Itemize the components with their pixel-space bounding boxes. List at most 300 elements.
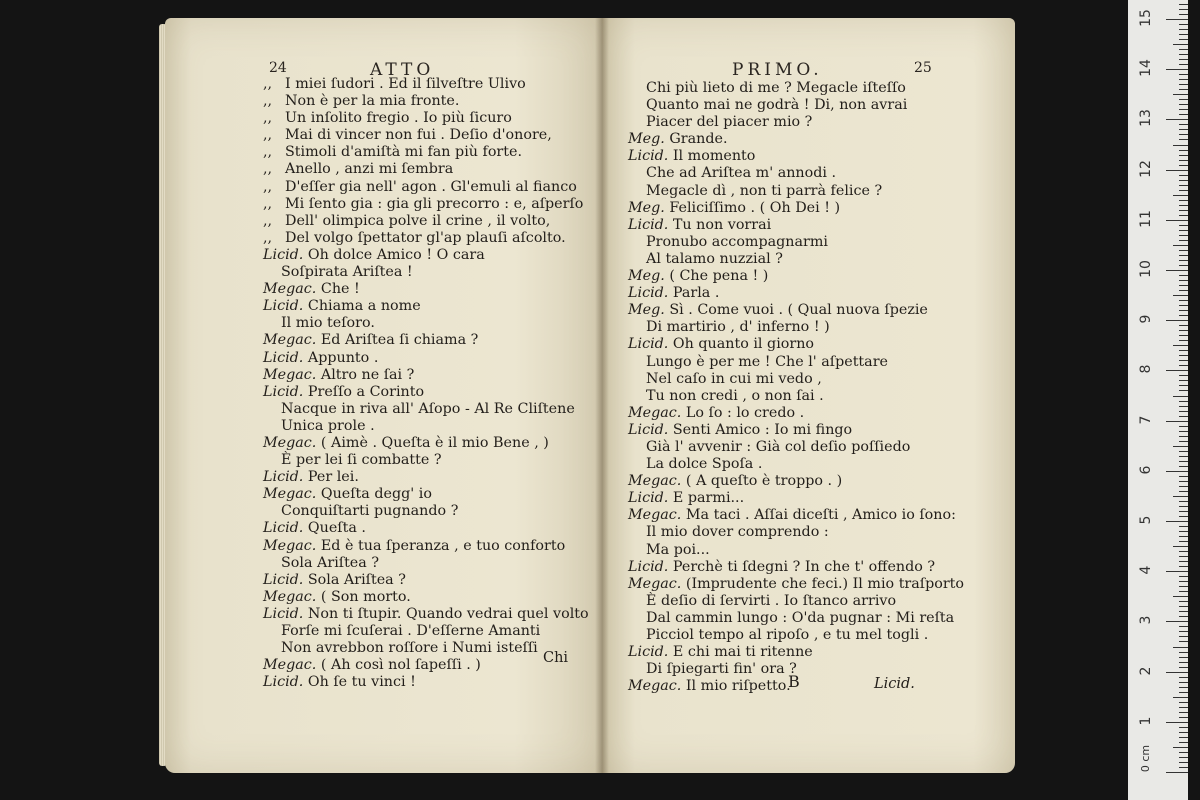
ruler-tick: [1179, 285, 1188, 286]
ruler-tick: [1179, 401, 1188, 402]
ruler-tick: [1179, 611, 1188, 612]
ruler-tick: [1166, 521, 1188, 522]
ruler-tick: [1179, 767, 1188, 768]
line-text: Perchè ti ſdegni ? In che t' offendo ?: [672, 558, 936, 575]
line-text: Il mio riſpetto.: [685, 678, 791, 695]
text-line: [263, 213, 589, 230]
ruler-tick: [1179, 230, 1188, 231]
ruler-tick: [1179, 541, 1188, 542]
speaker-label: Licid.: [263, 298, 304, 315]
ruler-number: 12: [1138, 159, 1154, 178]
ruler-tick: [1173, 396, 1188, 397]
ruler-tick: [1179, 657, 1188, 658]
line-text: Al talamo nuzzial ?: [646, 250, 783, 267]
speaker-label: Megac.: [263, 657, 317, 674]
ruler-tick: [1173, 245, 1188, 246]
line-text: Preſſo a Corinto: [307, 383, 425, 400]
line-text: Megacle dì , non ti parrà felice ?: [646, 182, 883, 199]
ruler-tick: [1179, 591, 1188, 592]
text-line: [628, 456, 964, 473]
line-text: Forſe mi ſcuſerai . D'eſſerne Amanti: [281, 623, 541, 639]
text-line: [263, 640, 589, 657]
line-text: La dolce Spoſa .: [646, 456, 763, 473]
quote-mark: ,,: [263, 161, 273, 178]
ruler-tick: [1179, 486, 1188, 487]
ruler-tick: [1179, 49, 1188, 50]
speaker-label: Megac.: [628, 404, 682, 421]
ruler-tick: [1166, 370, 1188, 371]
ruler-tick: [1179, 436, 1188, 437]
quote-mark: ,,: [263, 144, 273, 161]
ruler-tick: [1179, 275, 1188, 276]
text-line: [263, 367, 589, 384]
ruler-tick: [1173, 195, 1188, 196]
left-catchword: Chi: [543, 650, 569, 666]
speaker-label: Licid.: [628, 336, 669, 353]
line-text: Non avrebbon roſſore i Numi isteſſi: [281, 640, 538, 657]
speaker-label: Megac.: [628, 507, 682, 524]
ruler-tick: [1166, 19, 1188, 20]
text-line: [628, 490, 964, 507]
ruler-tick: [1179, 411, 1188, 412]
ruler-tick: [1179, 114, 1188, 115]
line-text: D'eſſer gia nell' agon . Gl'emuli al fianco: [285, 178, 577, 195]
ruler-tick: [1179, 516, 1188, 517]
quote-mark: ,,: [263, 212, 273, 229]
ruler-tick: [1179, 692, 1188, 693]
ruler-tick: [1179, 64, 1188, 65]
ruler-tick: [1179, 330, 1188, 331]
ruler-tick: [1179, 104, 1188, 105]
ruler-number: 11: [1138, 209, 1154, 228]
ruler-tick: [1179, 39, 1188, 40]
line-text: Mi ſento gia : gia gli precorro : e, aſperſo: [285, 195, 584, 212]
ruler-number: 6: [1138, 465, 1154, 475]
line-text: Ma taci . Aſſai diceſti , Amico io ſono:: [685, 507, 956, 524]
line-text: Soſpirata Ariſtea !: [281, 264, 413, 281]
ruler-number: 7: [1138, 415, 1154, 425]
right-page-header: PRIMO.: [732, 60, 823, 80]
line-text: ( Ah così nol ſapeſſi . ): [320, 657, 481, 674]
text-line: [263, 264, 589, 281]
ruler-tick: [1179, 385, 1188, 386]
speaker-label: Megac.: [263, 332, 317, 349]
ruler-tick: [1179, 210, 1188, 211]
ruler-tick: [1173, 295, 1188, 296]
speaker-label: Megac.: [628, 575, 682, 592]
text-line: [628, 97, 964, 114]
speaker-label: Megac.: [263, 588, 317, 605]
text-line: [263, 161, 589, 178]
ruler-tick: [1173, 546, 1188, 547]
line-text: Non è per la mia fronte.: [285, 93, 460, 110]
text-line: [628, 114, 964, 131]
line-text: Feliciſſimo . ( Oh Dei ! ): [669, 199, 841, 216]
ruler-tick: [1179, 431, 1188, 432]
ruler-tick: [1179, 155, 1188, 156]
line-text: Anello , anzi mi ſembra: [285, 161, 454, 178]
speaker-label: Licid.: [628, 148, 669, 165]
text-line: [628, 388, 964, 405]
line-text: Non ti ſtupir. Quando vedrai quel volto: [307, 605, 589, 622]
text-line: [263, 503, 589, 520]
line-text: E parmi...: [672, 490, 745, 507]
ruler-tick: [1179, 390, 1188, 391]
line-text: Il momento: [672, 148, 756, 165]
ruler-tick: [1179, 732, 1188, 733]
ruler-tick: [1166, 471, 1188, 472]
text-line: [263, 469, 589, 486]
text-line: [628, 131, 964, 148]
ruler-tick: [1179, 54, 1188, 55]
ruler-tick: [1166, 270, 1188, 271]
quote-mark: ,,: [263, 127, 273, 144]
line-text: Oh quanto il giorno: [672, 336, 815, 353]
ruler-tick: [1173, 697, 1188, 698]
text-line: [263, 332, 589, 349]
line-text: È per lei ſi combatte ?: [281, 452, 442, 469]
line-text: È deſio di ſervirti . Io ſtanco arrivo: [646, 592, 897, 609]
ruler-tick: [1166, 421, 1188, 422]
line-text: Sì . Come vuoi . ( Qual nuova ſpezie: [669, 302, 928, 319]
line-text: Oh ſe tu vinci !: [307, 674, 416, 691]
open-book: [165, 18, 1015, 773]
ruler-tick: [1179, 727, 1188, 728]
speaker-label: Licid.: [628, 216, 669, 233]
line-text: ( Che pena ! ): [669, 268, 769, 285]
ruler-tick: [1179, 340, 1188, 341]
ruler-tick: [1179, 677, 1188, 678]
ruler-tick: [1179, 375, 1188, 376]
text-line: [628, 148, 964, 165]
ruler-tick: [1179, 235, 1188, 236]
text-line: [628, 183, 964, 200]
line-text: Mai di vincer non fui . Deſio d'onore,: [285, 127, 552, 144]
text-line: [628, 593, 964, 610]
ruler-tick: [1179, 24, 1188, 25]
text-line: [263, 179, 589, 196]
text-line: [263, 572, 589, 589]
quote-mark: ,,: [263, 76, 273, 92]
ruler-tick: [1179, 310, 1188, 311]
ruler-tick: [1179, 305, 1188, 306]
ruler-tick: [1166, 170, 1188, 171]
ruler-tick: [1179, 265, 1188, 266]
ruler-tick: [1179, 34, 1188, 35]
speaker-label: Meg.: [628, 131, 665, 148]
text-line: [628, 542, 964, 559]
left-page: [165, 18, 602, 773]
ruler-tick: [1179, 461, 1188, 462]
book-gutter: [595, 18, 609, 773]
ruler-tick: [1179, 360, 1188, 361]
line-text: Senti Amico : Io mi fingo: [672, 421, 853, 438]
line-text: Grande.: [669, 131, 728, 148]
ruler-tick: [1166, 772, 1188, 773]
ruler-tick: [1179, 601, 1188, 602]
text-line: [628, 251, 964, 268]
ruler-tick: [1179, 586, 1188, 587]
ruler-tick: [1179, 325, 1188, 326]
ruler-tick: [1179, 134, 1188, 135]
text-line: [628, 319, 964, 336]
text-line: [263, 657, 589, 674]
ruler-tick: [1179, 406, 1188, 407]
text-line: [263, 674, 589, 691]
text-line: [263, 196, 589, 213]
speaker-label: Megac.: [263, 537, 317, 554]
ruler-tick: [1179, 491, 1188, 492]
ruler-number: 13: [1138, 109, 1154, 128]
ruler-tick: [1179, 631, 1188, 632]
ruler-tick: [1179, 526, 1188, 527]
ruler-number: 3: [1138, 615, 1154, 625]
ruler-tick: [1179, 566, 1188, 567]
ruler-tick: [1179, 737, 1188, 738]
ruler-tick: [1179, 79, 1188, 80]
ruler-tick: [1179, 476, 1188, 477]
ruler-tick: [1179, 742, 1188, 743]
line-text: I miei ſudori . Ed il ſilveſtre Ulivo: [285, 76, 526, 92]
text-line: [628, 576, 964, 593]
ruler-tick: [1179, 667, 1188, 668]
ruler-tick: [1179, 702, 1188, 703]
line-text: Conquiſtarti pugnando ?: [281, 503, 459, 520]
ruler-tick: [1179, 4, 1188, 5]
text-line: [628, 234, 964, 251]
ruler-tick: [1179, 215, 1188, 216]
ruler-tick: [1179, 160, 1188, 161]
ruler-tick: [1179, 355, 1188, 356]
ruler-tick: [1179, 426, 1188, 427]
line-text: Sola Ariſtea ?: [307, 571, 406, 588]
line-text: E chi mai ti ritenne: [672, 644, 813, 661]
ruler-tick: [1179, 481, 1188, 482]
left-page-header: ATTO: [370, 60, 435, 80]
left-page-text: [263, 76, 589, 691]
line-text: Oh dolce Amico ! O cara: [307, 246, 485, 263]
line-text: ( Aimè . Queſta è il mio Bene , ): [320, 434, 549, 451]
text-line: [263, 76, 589, 93]
line-text: Chi più lieto di me ? Megacle iſteſſo: [646, 80, 906, 96]
quote-mark: ,,: [263, 93, 273, 110]
text-line: [263, 623, 589, 640]
ruler-tick: [1179, 280, 1188, 281]
ruler-tick: [1179, 14, 1188, 15]
line-text: Tu non vorrai: [672, 216, 772, 233]
speaker-label: Licid.: [263, 605, 304, 622]
text-line: [628, 217, 964, 234]
text-line: [263, 93, 589, 110]
line-text: Chiama a nome: [307, 298, 421, 315]
ruler-tick: [1179, 205, 1188, 206]
ruler-tick: [1179, 576, 1188, 577]
speaker-label: Licid.: [263, 520, 304, 537]
speaker-label: Licid.: [263, 469, 304, 486]
ruler-number: 1: [1138, 716, 1154, 726]
ruler-tick: [1179, 712, 1188, 713]
ruler-tick: [1179, 556, 1188, 557]
ruler-tick: [1179, 335, 1188, 336]
ruler-tick: [1179, 185, 1188, 186]
ruler-number: 15: [1138, 9, 1154, 27]
line-text: Unica prole .: [281, 417, 375, 434]
ruler-tick: [1179, 636, 1188, 637]
ruler-tick: [1173, 647, 1188, 648]
right-page-text: [628, 80, 964, 695]
speaker-label: Licid.: [263, 246, 304, 263]
ruler-tick: [1179, 365, 1188, 366]
line-text: Tu non credi , o non ſai .: [646, 387, 824, 404]
quote-mark: ,,: [263, 110, 273, 127]
text-line: [263, 401, 589, 418]
ruler-tick: [1166, 621, 1188, 622]
ruler-tick: [1179, 29, 1188, 30]
text-line: [628, 354, 964, 371]
right-page: [602, 18, 1015, 773]
ruler-tick: [1179, 606, 1188, 607]
ruler-tick: [1179, 511, 1188, 512]
ruler-tick: [1173, 44, 1188, 45]
ruler-tick: [1179, 626, 1188, 627]
ruler-tick: [1173, 446, 1188, 447]
text-line: [263, 452, 589, 469]
line-text: Picciol tempo al ripoſo , e tu mel togli .: [646, 627, 929, 643]
line-text: Di martirio , d' inferno ! ): [646, 319, 830, 336]
line-text: Il mio dover comprendo :: [646, 524, 829, 541]
text-line: [628, 285, 964, 302]
text-line: [628, 507, 964, 524]
ruler-tick: [1179, 225, 1188, 226]
text-line: [628, 439, 964, 456]
ruler-tick: [1173, 94, 1188, 95]
speaker-label: Licid.: [628, 490, 669, 507]
ruler-tick: [1179, 165, 1188, 166]
line-text: Piacer del piacer mio ?: [646, 114, 813, 131]
line-text: Ed è tua ſperanza , e tuo conforto: [320, 537, 566, 554]
text-line: [628, 524, 964, 541]
text-line: [628, 610, 964, 627]
text-line: [628, 559, 964, 576]
ruler-tick: [1173, 596, 1188, 597]
text-line: [628, 371, 964, 388]
text-line: [628, 302, 964, 319]
ruler-number: 2: [1138, 666, 1154, 676]
speaker-label: Megac.: [263, 281, 317, 298]
speaker-label: Megac.: [628, 678, 682, 695]
text-line: [263, 127, 589, 144]
quote-mark: ,,: [263, 195, 273, 212]
ruler-tick: [1179, 380, 1188, 381]
text-line: [628, 80, 964, 97]
text-line: [263, 555, 589, 572]
ruler-tick: [1179, 150, 1188, 151]
ruler-tick: [1179, 682, 1188, 683]
text-line: [263, 281, 589, 298]
ruler-tick: [1166, 69, 1188, 70]
quote-mark: ,,: [263, 229, 273, 246]
line-text: Di ſpiegarti fin' ora ?: [646, 661, 797, 678]
ruler-tick: [1179, 59, 1188, 60]
line-text: Quanto mai ne godrà ! Di, non avrai: [646, 97, 908, 114]
line-text: Sola Ariſtea ?: [281, 554, 380, 571]
line-text: ( Son morto.: [320, 588, 411, 605]
ruler-tick: [1166, 320, 1188, 321]
text-line: [628, 268, 964, 285]
ruler-tick: [1179, 762, 1188, 763]
ruler-tick: [1179, 652, 1188, 653]
line-text: Appunto .: [307, 349, 379, 366]
ruler-number: 14: [1138, 59, 1154, 78]
ruler-tick: [1179, 416, 1188, 417]
right-catchword: Licid.: [874, 676, 915, 692]
text-line: [628, 422, 964, 439]
text-line: [263, 230, 589, 247]
ruler-tick: [1179, 250, 1188, 251]
speaker-label: Meg.: [628, 199, 665, 216]
ruler-tick: [1179, 581, 1188, 582]
ruler-tick: [1179, 300, 1188, 301]
ruler-tick: [1166, 119, 1188, 120]
ruler-number: 9: [1138, 314, 1154, 324]
speaker-label: Meg.: [628, 268, 665, 285]
line-text: Nel caſo in cui mi vedo ,: [646, 370, 822, 387]
ruler-tick: [1179, 190, 1188, 191]
text-line: [263, 435, 589, 452]
line-text: Ma poi...: [646, 541, 710, 558]
ruler-tick: [1179, 74, 1188, 75]
text-line: [628, 627, 964, 644]
ruler-tick: [1173, 145, 1188, 146]
speaker-label: Licid.: [628, 558, 669, 575]
speaker-label: Licid.: [263, 383, 304, 400]
ruler-tick: [1179, 260, 1188, 261]
line-text: Lo ſo : lo credo .: [685, 404, 805, 421]
ruler-tick: [1179, 350, 1188, 351]
ruler-tick: [1179, 290, 1188, 291]
ruler-tick: [1179, 536, 1188, 537]
text-line: [628, 336, 964, 353]
text-line: [628, 165, 964, 182]
quote-mark: ,,: [263, 178, 273, 195]
line-text: Dell' olimpica polve il crine , il volto,: [285, 212, 551, 229]
ruler-tick: [1179, 89, 1188, 90]
line-text: Parla .: [672, 285, 720, 302]
speaker-label: Licid.: [628, 285, 669, 302]
left-page-number: 24: [269, 60, 287, 76]
ruler-tick: [1179, 717, 1188, 718]
ruler-tick: [1179, 707, 1188, 708]
ruler-tick: [1179, 109, 1188, 110]
text-line: [263, 110, 589, 127]
text-line: [628, 644, 964, 661]
ruler-tick: [1179, 441, 1188, 442]
line-text: Lungo è per me ! Che l' aſpettare: [646, 353, 888, 370]
text-line: [263, 606, 589, 623]
ruler-tick: [1179, 456, 1188, 457]
ruler-tick: [1179, 129, 1188, 130]
ruler-tick: [1179, 641, 1188, 642]
line-text: Per lei.: [307, 469, 359, 486]
line-text: Ed Ariſtea ſi chiama ?: [320, 332, 479, 349]
text-line: [263, 384, 589, 401]
ruler-tick: [1166, 672, 1188, 673]
line-text: Queſta degg' io: [320, 486, 432, 503]
text-line: [263, 144, 589, 161]
line-text: Che !: [320, 281, 360, 298]
ruler-tick: [1179, 255, 1188, 256]
speaker-label: Meg.: [628, 302, 665, 319]
